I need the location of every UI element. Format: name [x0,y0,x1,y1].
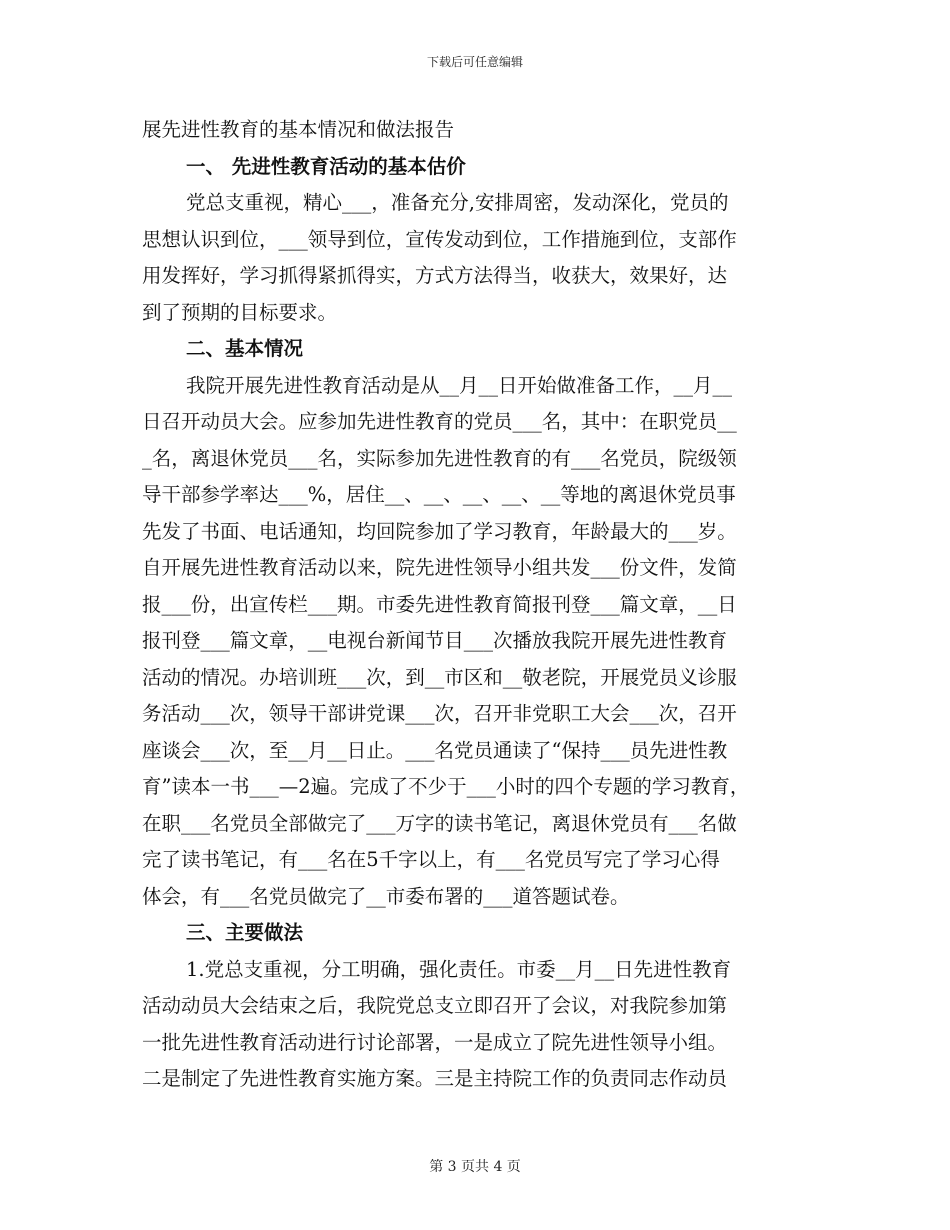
paragraph-line: 二是制定了先进性教育实施方案。三是主持院工作的负责同志作动员 [142,1067,728,1090]
paragraph-line: 体会，有___名党员做完了__市委布署的___道答题试卷。 [142,884,630,908]
page-footer: 第 3 页共 4 页 [429,1159,521,1175]
paragraph-line: 在职___名党员全部做完了___万字的读书笔记，离退休党员有___名做 [142,811,737,835]
paragraph-line: 思想认识到位，___领导到位，宣传发动到位，工作措施到位，支部作 [142,227,737,251]
paragraph-line: 1.党总支重视，分工明确，强化责任。市委__月__日先进性教育 [186,957,732,981]
paragraph-line: 报___份，出宣传栏___期。市委先进性教育简报刊登___篇文章，__日 [142,592,737,616]
paragraph-line: 活动动员大会结束之后，我院党总支立即召开了会议，对我院参加第 [142,994,728,1017]
paragraph-line: 报刊登___篇文章，__电视台新闻节目___次播放我院开展先进性教育 [142,629,728,652]
document-title-line: 展先进性教育的基本情况和做法报告 [142,118,455,141]
paragraph-line: 先发了书面、电话通知，均回院参加了学习教育，年龄最大的___岁。 [142,519,737,543]
paragraph-line: 用发挥好，学习抓得紧抓得实，方式方法得当，收获大，效果好，达 [142,264,728,287]
paragraph-line: 自开展先进性教育活动以来，院先进性领导小组共发___份文件，发简 [142,556,737,579]
section-heading: 二、基本情况 [186,337,304,360]
paragraph-line: 到了预期的目标要求。 [142,300,338,324]
paragraph-line: _名，离退休党员___名，实际参加先进性教育的有___名党员，院级领 [142,446,737,470]
document-body [142,112,832,1098]
page-header: 下载后可任意编辑 [426,55,523,69]
paragraph-line: 日召开动员大会。应参加先进性教育的党员___名，其中：在职党员__ [142,410,737,433]
section-heading: 三、主要做法 [186,921,304,944]
paragraph-line: 座谈会___次，至__月__日止。___名党员通读了“保持___员先进性教 [142,738,728,762]
paragraph-line: 我院开展先进性教育活动是从__月__日开始做准备工作，__月__ [186,373,733,397]
paragraph-line: 务活动___次，领导干部讲党课___次，召开非党职工大会___次，召开 [142,702,737,725]
paragraph-line: 活动的情况。办培训班___次，到__市区和__敬老院，开展党员义诊服 [142,665,737,689]
paragraph-line: 育”读本一书___—2遍。完成了不少于___小时的四个专题的学习教育， [142,775,750,798]
paragraph-line: 导干部参学率达___%，居住__、__、__、__、__等地的离退休党员事 [142,483,736,506]
paragraph-line: 党总支重视，精心___，准备充分,安排周密，发动深化，党员的 [186,191,729,214]
section-heading: 一、 先进性教育活动的基本估价 [186,154,466,178]
paragraph-line: 一批先进性教育活动进行讨论部署，一是成立了院先进性领导小组。 [142,1030,728,1054]
paragraph-line: 完了读书笔记，有___名在5千字以上，有___名党员写完了学习心得 [142,848,720,871]
